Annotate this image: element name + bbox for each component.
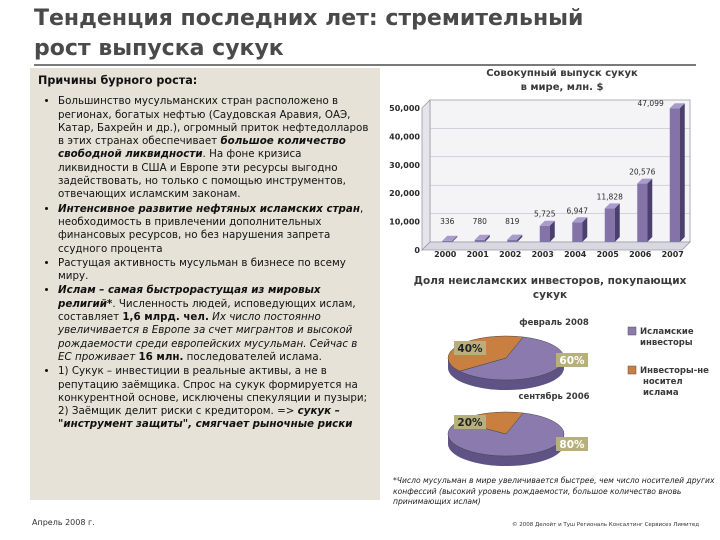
reason-text: Большинство мусульманских стран расположено в регионах, богатых нефтью (Саудовская Аравия, ОАЭ, Катар, Бахрейн и др.), огромный приток нефтедолларов в этих странах обеспечивает bbox=[58, 95, 369, 148]
reason-oil-states bbox=[58, 203, 374, 256]
bar-value-label: 6,947 bbox=[566, 206, 588, 216]
bar-value-label: 336 bbox=[440, 217, 455, 226]
y-tick-label: 0 bbox=[414, 246, 420, 255]
reason-number: 16 млн. bbox=[138, 350, 184, 363]
bar-side bbox=[680, 103, 685, 242]
footer-copyright: © 2008 Делойт и Туш Региональ Консалтинг Сервисез Лимитед bbox=[512, 522, 700, 528]
reason-oil-liquidity bbox=[58, 95, 374, 201]
legend-swatch-islamic bbox=[628, 327, 636, 335]
y-tick-label: 50,000 bbox=[389, 104, 420, 113]
chart-floor bbox=[422, 242, 690, 250]
reason-emphasis: большое количество свободной ликвидности bbox=[58, 135, 346, 161]
x-tick-label: 2007 bbox=[661, 250, 684, 259]
pie-chart-title: Доля неисламских инвесторов, покупающих сукук bbox=[413, 275, 687, 301]
bar-front bbox=[540, 226, 550, 242]
reasons-heading: Причины бурного роста: bbox=[38, 74, 198, 87]
pie-label-sep-2006: сентябрь 2006 bbox=[518, 392, 590, 402]
legend-label-islamic: Исламские инвесторы bbox=[640, 327, 694, 348]
x-tick-label: 2003 bbox=[531, 250, 554, 259]
pie-value-label: 40% bbox=[457, 343, 483, 355]
bar-value-label: 5,725 bbox=[534, 209, 556, 219]
bar-front bbox=[507, 240, 517, 242]
reason-text: , необходимость в привлечении дополнительных финансовых ресурсов, но без нарушения запрета ссудного процента bbox=[58, 202, 364, 255]
legend-swatch-non-islamic bbox=[628, 366, 636, 374]
x-tick-label: 2006 bbox=[629, 250, 652, 259]
x-tick-label: 2004 bbox=[564, 250, 587, 259]
pie-label-feb-2008: февраль 2008 bbox=[519, 318, 589, 328]
x-tick-label: 2000 bbox=[434, 250, 457, 259]
pie-legend bbox=[628, 327, 709, 398]
y-tick-label: 30,000 bbox=[389, 160, 420, 170]
bar-2006 bbox=[637, 179, 652, 242]
chart-title-line-1: Совокупный выпуск сукук bbox=[486, 68, 638, 79]
pie-value-label: 20% bbox=[457, 417, 483, 429]
reason-emphasis: Интенсивное развитие нефтяных исламских стран bbox=[58, 202, 360, 215]
bar-2005 bbox=[605, 203, 620, 242]
bar-2007 bbox=[670, 103, 685, 242]
reasons-list bbox=[36, 95, 374, 431]
reasons-panel bbox=[30, 68, 380, 500]
bar-side bbox=[647, 179, 652, 242]
bar-side bbox=[615, 203, 620, 242]
pie-slice-label bbox=[454, 415, 486, 429]
title-line-2: рост выпуска сукук bbox=[34, 36, 284, 61]
pie-value-label: 60% bbox=[559, 355, 585, 367]
bar-front bbox=[572, 222, 582, 242]
x-tick-label: 2002 bbox=[499, 250, 522, 259]
reason-emphasis: Ислам – самая быстрорастущая из мировых религий* bbox=[58, 284, 321, 310]
y-tick-label: 20,000 bbox=[389, 189, 420, 199]
bar-value-label: 20,576 bbox=[629, 167, 656, 177]
slide-title bbox=[34, 4, 674, 64]
chart-side-wall bbox=[422, 100, 430, 250]
reason-text: Растущая активность мусульман в бизнесе по всему миру. bbox=[58, 256, 346, 283]
reason-business-activity bbox=[58, 257, 374, 284]
investor-share-pie-chart bbox=[392, 304, 718, 474]
bar-front bbox=[475, 240, 485, 242]
bar-front bbox=[637, 184, 647, 242]
pie-1 bbox=[448, 412, 588, 466]
reason-text: 1) Сукук – инвестиции в реальные активы, а не в репутацию заёмщика. Спрос на сукук формируется на конкурентной основе, исключены спекуляции и пузыри; 2) Заёмщик делит риски с кредитором. => bbox=[58, 365, 368, 418]
pie-value-label: 80% bbox=[559, 439, 585, 451]
reason-text: Их число постоянно увеличивается в Европе за счет мигрантов и высокой рождаемости среди европейских мусульман. Сейчас в ЕС проживает bbox=[58, 311, 358, 363]
bar-value-label: 780 bbox=[472, 217, 487, 226]
reason-islam-growth bbox=[58, 284, 374, 364]
title-line-1: Тенденция последних лет: стремительный bbox=[34, 6, 584, 31]
bar-value-label: 11,828 bbox=[596, 192, 623, 202]
bar-front bbox=[670, 108, 680, 242]
bar-2004 bbox=[572, 217, 587, 242]
y-tick-label: 10,000 bbox=[389, 217, 420, 227]
chart-title-line-2: в мире, млн. $ bbox=[520, 82, 604, 93]
reason-number: 1,6 млрд. чел. bbox=[122, 311, 209, 324]
pie-slice-label bbox=[556, 353, 588, 367]
reason-text: . Численность людей, исповедующих ислам, составляет bbox=[58, 297, 356, 324]
footer-date: Апрель 2008 г. bbox=[32, 518, 95, 527]
bar-value-label: 819 bbox=[505, 217, 520, 226]
reason-text: последователей ислама. bbox=[183, 350, 322, 363]
footnote: *Число мусульман в мире увеличивается быстрее, чем число носителей других конфессий (высокий уровень рождаемости, большое количество вновь принимающих ислам) bbox=[393, 476, 715, 506]
legend-label-non-islamic: Инвесторы-не носител ислама bbox=[640, 366, 709, 398]
y-tick-label: 40,000 bbox=[389, 132, 420, 142]
sukuk-issuance-bar-chart bbox=[386, 60, 706, 272]
pie-slice-label bbox=[556, 437, 588, 451]
x-tick-label: 2001 bbox=[466, 250, 489, 259]
bar-2003 bbox=[540, 221, 555, 242]
reason-text: . На фоне кризиса ликвидности в США и Европе эти ресурсы выгодно задействовать, но только с помощью инструментов, отвечающих исламским законам. bbox=[58, 148, 346, 201]
bar-value-label: 47,099 bbox=[637, 99, 664, 109]
x-tick-label: 2005 bbox=[596, 250, 619, 259]
reason-real-assets bbox=[58, 365, 374, 431]
bar-front bbox=[442, 241, 452, 242]
reason-emphasis: сукук – "инструмент защиты", смягчает рыночные риски bbox=[58, 405, 353, 431]
pie-slice-label bbox=[454, 341, 486, 355]
bar-front bbox=[605, 208, 615, 242]
pie-0 bbox=[448, 336, 588, 390]
